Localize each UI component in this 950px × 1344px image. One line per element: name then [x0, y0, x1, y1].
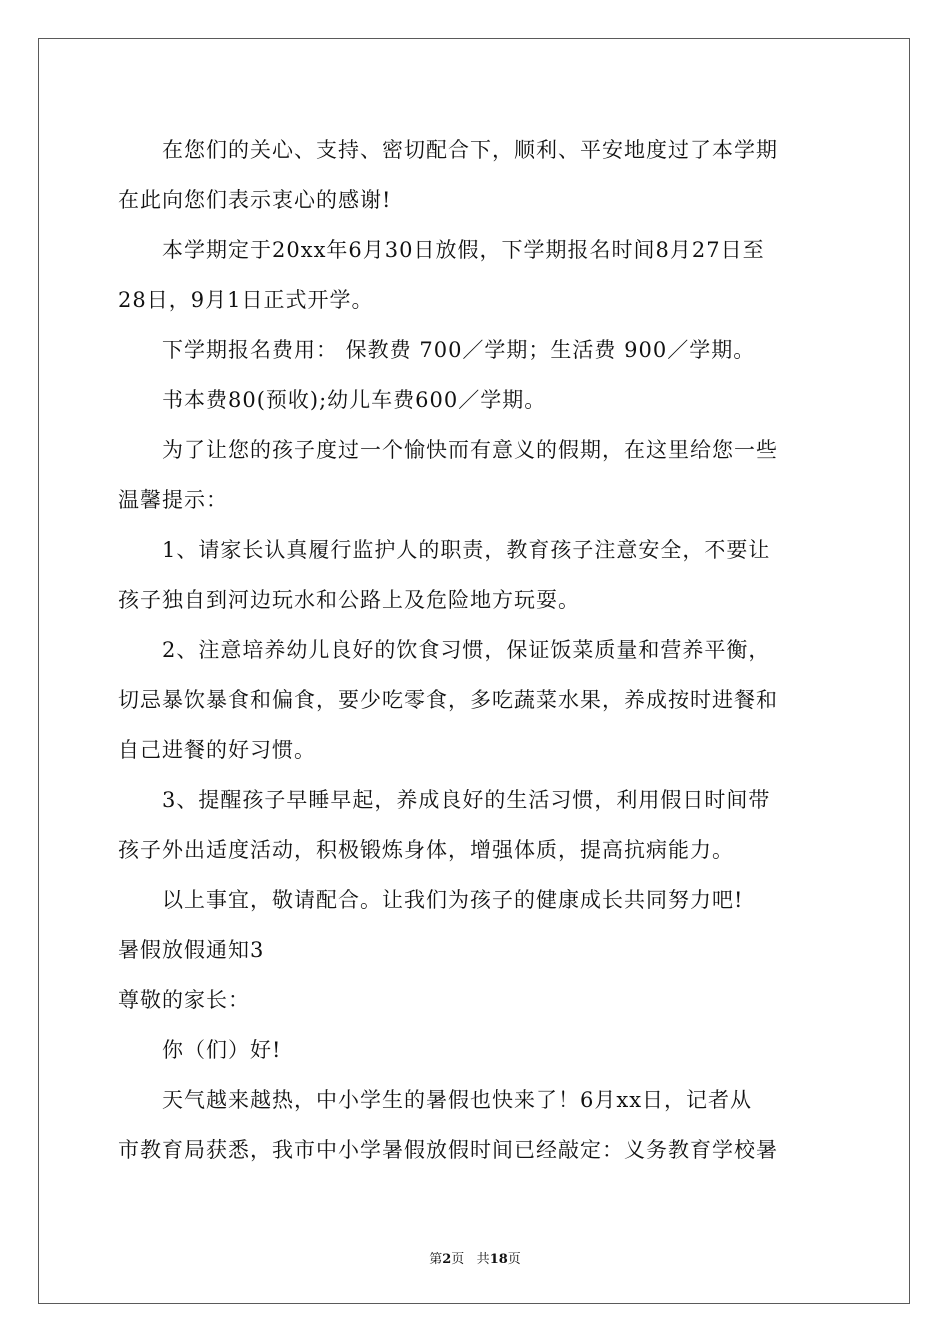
text-line: 3、提醒孩子早睡早起，养成良好的生活习惯，利用假日时间带 — [162, 788, 771, 812]
text-line: 天气越来越热，中小学生的暑假也快来了！6月xx日，记者从 — [162, 1088, 753, 1112]
text-line: 1、请家长认真履行监护人的职责，教育孩子注意安全，不要让 — [162, 538, 771, 562]
page-suffix: 页 — [451, 1252, 465, 1267]
total-prefix: 共 — [476, 1252, 490, 1267]
text-line: 在此向您们表示衷心的感谢! — [118, 188, 392, 212]
text-line: 书本费80(预收);幼儿车费600／学期。 — [162, 388, 547, 412]
text-line: 为了让您的孩子度过一个愉快而有意义的假期，在这里给您一些 — [162, 438, 778, 462]
salutation: 尊敬的家长： — [118, 988, 250, 1012]
text-line: 以上事宜，敬请配合。让我们为孩子的健康成长共同努力吧! — [162, 888, 744, 912]
page-total: 18 — [489, 1252, 508, 1267]
text-line: 孩子独自到河边玩水和公路上及危险地方玩耍。 — [118, 588, 580, 612]
text-line: 28日，9月1日正式开学。 — [118, 288, 374, 312]
text-line: 下学期报名费用： 保教费 700／学期；生活费 900／学期。 — [162, 338, 756, 362]
text-line: 温馨提示： — [118, 488, 228, 512]
text-line: 自己进餐的好习惯。 — [118, 738, 316, 762]
text-line: 2、注意培养幼儿良好的饮食习惯，保证饭菜质量和营养平衡， — [162, 638, 771, 662]
text-line: 在您们的关心、支持、密切配合下，顺利、平安地度过了本学期 — [162, 138, 778, 162]
section-heading: 暑假放假通知3 — [118, 938, 265, 962]
text-line: 市教育局获悉，我市中小学暑假放假时间已经敲定：义务教育学校暑 — [118, 1138, 778, 1162]
total-suffix: 页 — [507, 1252, 521, 1267]
page-footer — [0, 1248, 950, 1267]
page-current: 2 — [442, 1252, 452, 1267]
greeting: 你（们）好! — [162, 1038, 282, 1062]
text-line: 本学期定于20xx年6月30日放假，下学期报名时间8月27日至 — [162, 238, 765, 262]
page-prefix: 第 — [429, 1252, 443, 1267]
text-line: 孩子外出适度活动，积极锻炼身体，增强体质，提高抗病能力。 — [118, 838, 734, 862]
text-line: 切忌暴饮暴食和偏食，要少吃零食，多吃蔬菜水果，养成按时进餐和 — [118, 688, 778, 712]
page-border — [38, 38, 910, 1304]
